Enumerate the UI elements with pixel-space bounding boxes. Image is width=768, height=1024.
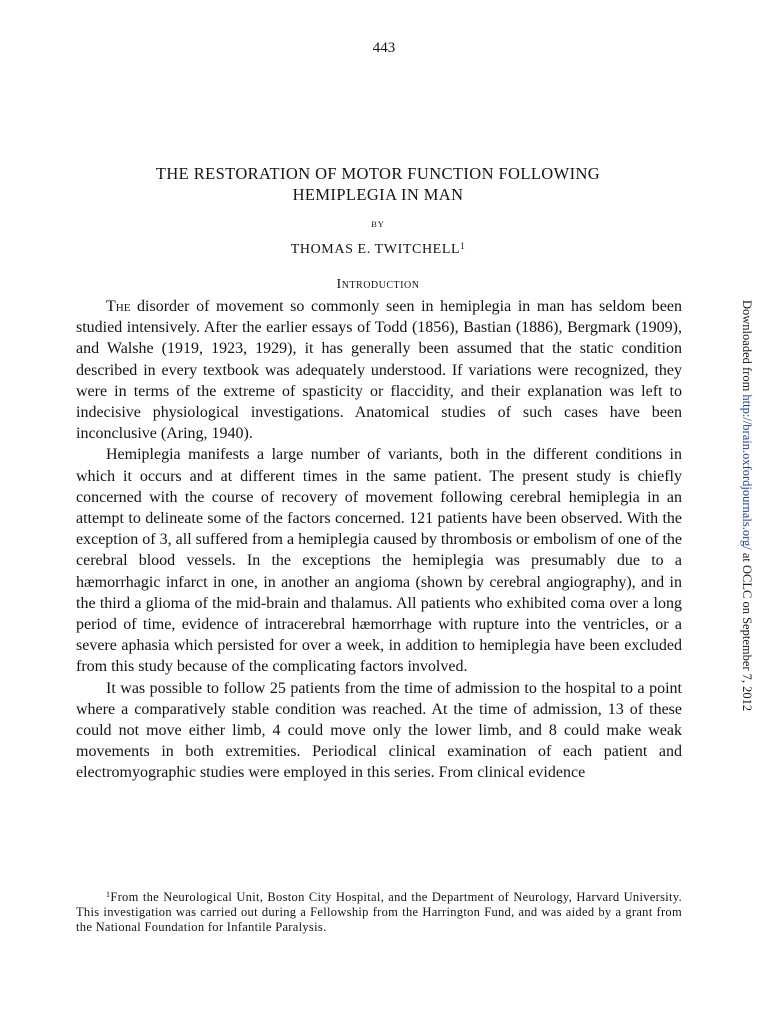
page-number: 443	[372, 40, 396, 56]
footnote-paragraph	[76, 887, 682, 935]
paragraph-1	[76, 296, 682, 444]
footnote-mark: 1	[106, 890, 111, 899]
download-notice-prefix: Downloaded from	[740, 300, 754, 395]
byline-by: BY	[371, 219, 385, 229]
journal-link[interactable]: http://brain.oxfordjournals.org/	[740, 394, 754, 550]
section-heading-introduction: Introduction	[336, 277, 420, 292]
download-notice-suffix: at OCLC on September 7, 2012	[740, 549, 754, 712]
author-name-text: THOMAS E. TWITCHELL	[290, 242, 461, 257]
title-line-2: HEMIPLEGIA IN MAN	[292, 185, 464, 204]
title-line-1: THE RESTORATION OF MOTOR FUNCTION FOLLOWING	[155, 164, 601, 183]
paragraph-1-text: disorder of movement so commonly seen in hemiplegia in man has seldom been studied intensively. After the earlier essays of Todd (1856), Bastian (1886), Bergmark (1909), and Walshe (1919, 1923, 1929), it has generally been assumed that the static condition described in every textbook was adequately understood. If variations were recognized, they were in terms of the extreme of spasticity or flaccidity, and their explanation was left to indecisive physiological investigations. Anatomical studies of such cases have been inconclusive (Aring, 1940).	[76, 298, 682, 443]
author-footnote-mark: 1	[460, 241, 466, 251]
download-notice	[734, 300, 754, 755]
author-name	[0, 241, 756, 258]
article-body	[76, 296, 682, 784]
paragraph-1-lead: The	[106, 298, 131, 315]
footnote	[76, 887, 682, 935]
paragraph-3: It was possible to follow 25 patients from the time of admission to the hospital to a point where a comparatively stable condition was reached. At the time of admission, 13 of these could not move either limb, 4 could move only the lower limb, and 8 could make weak movements in both extremities. Periodical clinical examination of each patient and electromyographic studies were employed in this series. From clinical evidence	[76, 679, 682, 782]
article-title	[60, 163, 696, 205]
footnote-text: From the Neurological Unit, Boston City Hospital, and the Department of Neurology, Harvard University. This investigation was carried out during a Fellowship from the Harrington Fund, and was aided by a grant from the National Foundation for Infantile Paralysis.	[76, 890, 682, 934]
paragraph-2: Hemiplegia manifests a large number of variants, both in the different conditions in which it occurs and at different times in the same patient. The present study is chiefly concerned with the course of recovery of movement following cerebral hemiplegia in an attempt to delineate some of the factors concerned. 121 patients have been observed. With the exception of 3, all suffered from a hemiplegia caused by thrombosis or embolism of one of the cerebral blood vessels. In the exceptions the hemiplegia was presumably due to a hæmorrhagic infarct in one, in another an angioma (shown by cerebral angiography), and in the third a glioma of the mid-brain and thalamus. All patients who exhibited coma over a long period of time, evidence of intracerebral hæmorrhage with rupture into the ventricles, or a severe aphasia which persisted for over a week, in addition to hemiplegia have been excluded from this study because of the complicating factors involved.	[76, 446, 682, 676]
